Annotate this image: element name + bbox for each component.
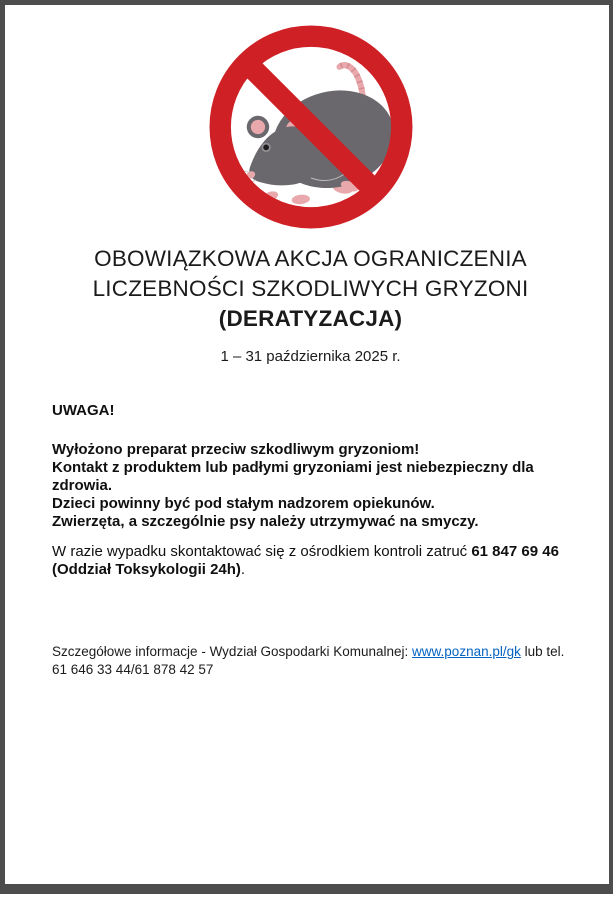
notice-date: 1 – 31 października 2025 r. xyxy=(220,348,401,365)
no-rodents-sign-graphic xyxy=(209,25,413,229)
footer-info xyxy=(52,643,569,679)
no-rodents-sign xyxy=(209,25,413,229)
title-line-1: OBOWIĄZKOWA AKCJA OGRANICZENIA xyxy=(94,246,527,271)
notice-title xyxy=(52,244,569,334)
warning-heading: UWAGA! xyxy=(52,402,115,419)
notice-content xyxy=(5,25,609,904)
warning-line: Zwierzęta, a szczególnie psy należy utrzymywać na smyczy. xyxy=(52,513,479,530)
emergency-paragraph xyxy=(52,543,569,579)
title-line-3: (DERATYZACJA) xyxy=(218,306,403,331)
emergency-text: W razie wypadku skontaktować się z ośrodkiem kontroli zatruć xyxy=(52,543,472,560)
title-line-2: LICZEBNOŚCI SZKODLIWYCH GRYZONI xyxy=(92,276,529,301)
warning-paragraph xyxy=(52,441,569,531)
warning-line: Kontakt z produktem lub padłymi gryzoniami jest niebezpieczny dla zdrowia. xyxy=(52,459,534,494)
poznan-gk-link[interactable]: www.poznan.pl/gk xyxy=(412,644,521,659)
emergency-suffix: . xyxy=(240,561,246,578)
emergency-phone: 61 847 69 46 (Oddział Toksykologii 24h) xyxy=(52,543,559,578)
footer-text-before: Szczegółowe informacje - Wydział Gospodarki Komunalnej: xyxy=(52,644,413,659)
warning-line: Dzieci powinny być pod stałym nadzorem opiekunów. xyxy=(52,495,435,512)
rat-front-foot-right xyxy=(291,194,310,205)
rat-ear-left-inner xyxy=(250,120,264,134)
warning-line: Wyłożono preparat przeciw szkodliwym gryzoniom! xyxy=(52,441,420,458)
rat-eye xyxy=(263,145,269,151)
footer-text-after: lub tel. 61 646 33 44/61 878 42 57 xyxy=(52,644,565,677)
